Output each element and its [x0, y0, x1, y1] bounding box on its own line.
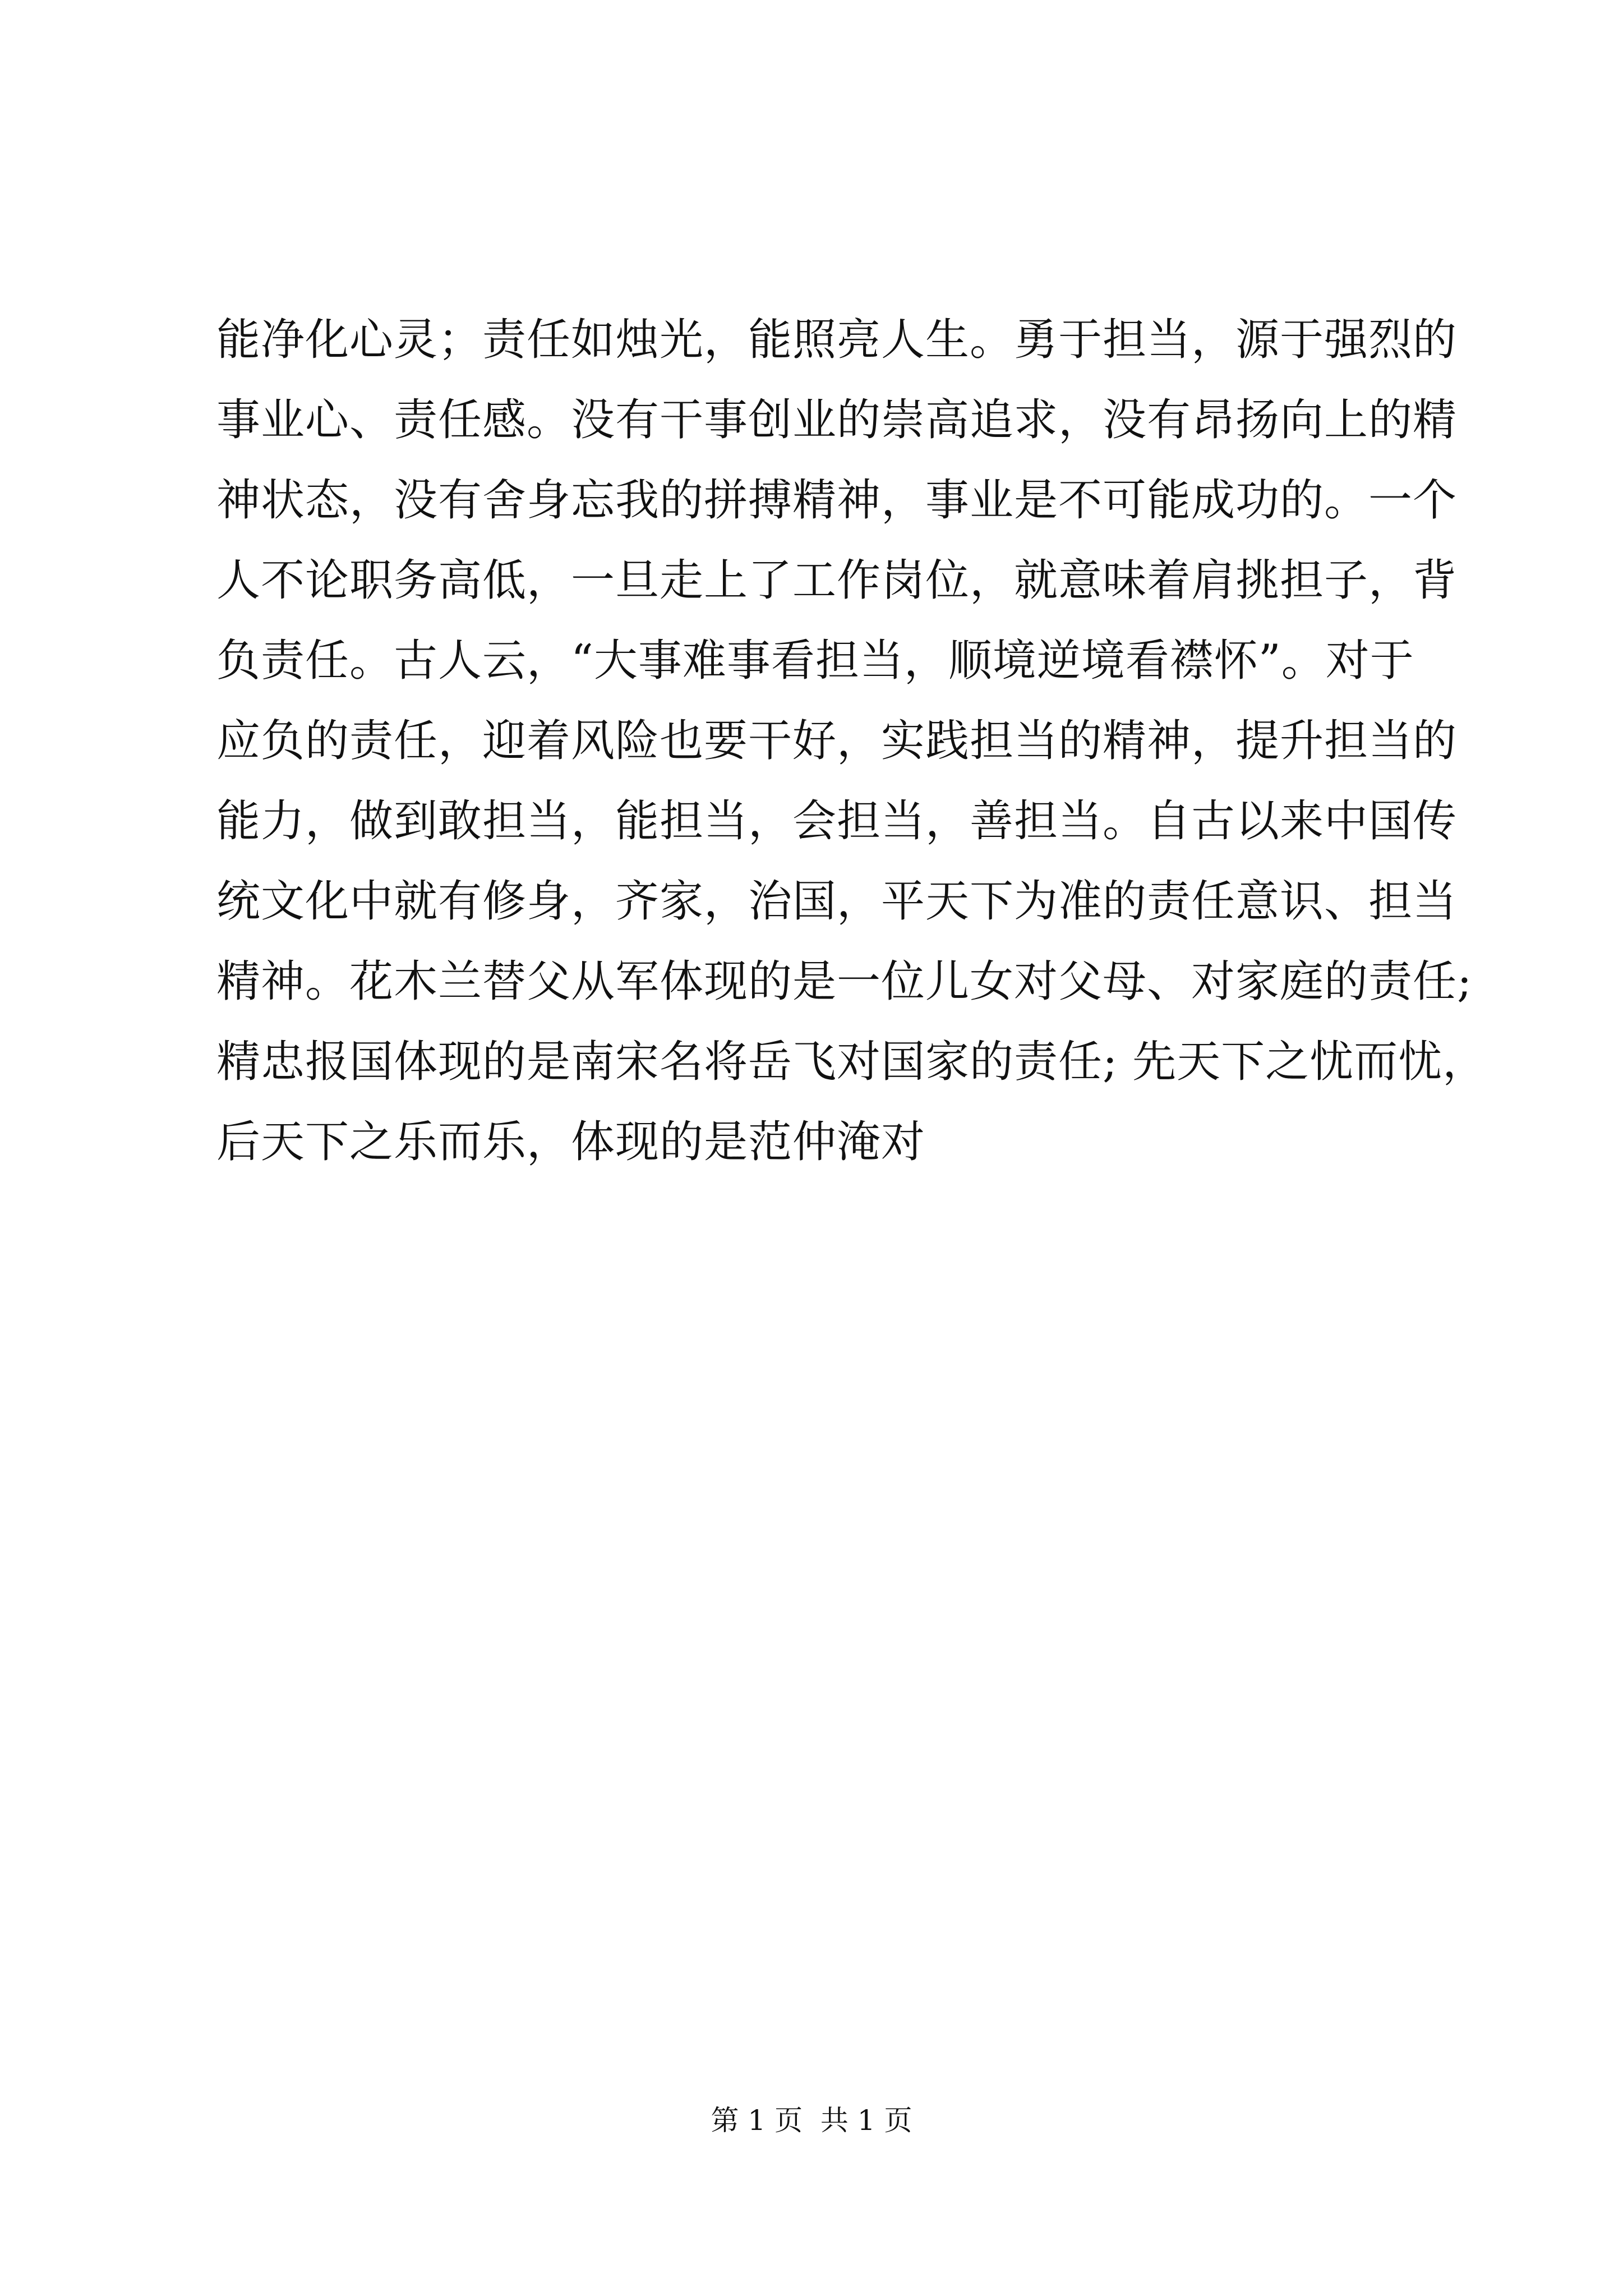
page-total: 共 1 页	[820, 2104, 912, 2137]
text-line: 精神。花木兰替父从军体现的是一位儿女对父母、对家庭的责任;	[216, 956, 1473, 1007]
page-footer	[0, 2101, 1623, 2140]
text-line: 能力，做到敢担当，能担当，会担当，善担当。自古以来中国传	[216, 796, 1458, 846]
text-line: 后天下之乐而乐，体现的是范仲淹对	[216, 1117, 926, 1167]
text-line: 统文化中就有修身，齐家，治国，平天下为准的责任意识、担当	[216, 876, 1458, 927]
text-line: 人不论职务高低，一旦走上了工作岗位，就意味着肩挑担子，背	[216, 555, 1458, 606]
text-line: 神状态，没有舍身忘我的拼搏精神，事业是不可能成功的。一个	[216, 475, 1458, 526]
page-number: 第 1 页	[711, 2104, 803, 2137]
text-line: 能净化心灵；责任如烛光，能照亮人生。勇于担当，源于强烈的	[216, 315, 1458, 365]
text-line: 应负的责任，迎着风险也要干好，实践担当的精神，提升担当的	[216, 716, 1458, 766]
body-text	[216, 300, 1487, 1182]
text-line: 负责任。古人云，“大事难事看担当，顺境逆境看襟怀”。对于	[216, 636, 1414, 686]
text-line: 事业心、责任感。没有干事创业的崇高追求，没有昂扬向上的精	[216, 395, 1458, 445]
text-line: 精忠报国体现的是南宋名将岳飞对国家的责任; 先天下之忧而忧，	[216, 1037, 1487, 1087]
